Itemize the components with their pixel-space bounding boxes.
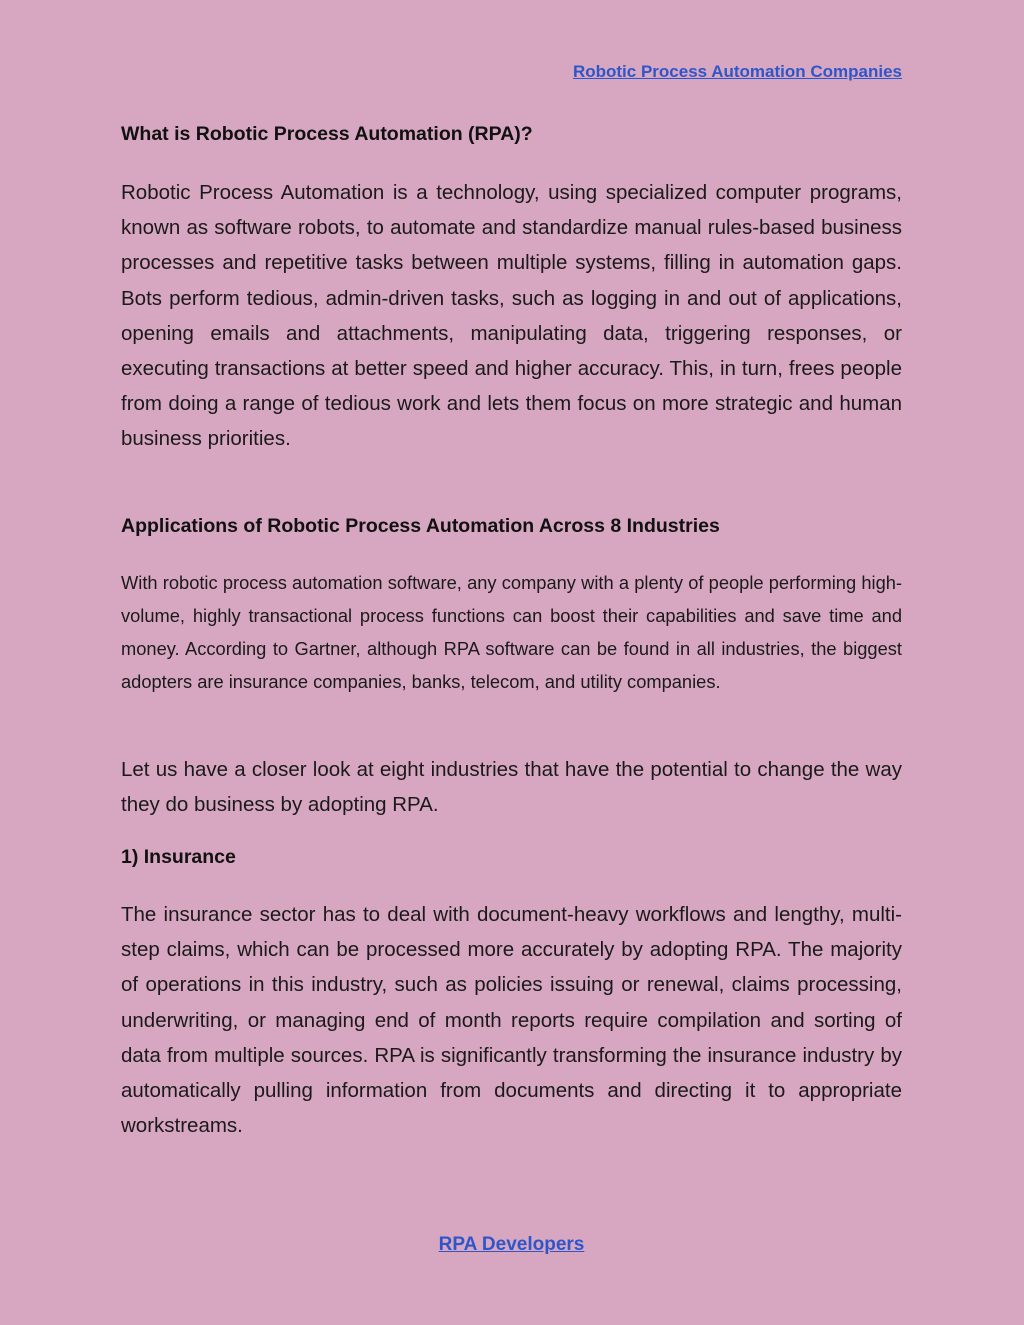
insurance-paragraph: The insurance sector has to deal with document-heavy workflows and lengthy, multi-step claims, which can be processed more accurately by adopting RPA. The majority of operations in this industry, such as policies issuing or renewal, claims processing, underwriting, or managing end of month reports require compilation and sorting of data from multiple sources. RPA is significantly transforming the insurance industry by automatically pulling information from documents and directing it to appropriate workstreams.	[121, 903, 902, 1138]
rpa-companies-link[interactable]: Robotic Process Automation Companies	[572, 62, 902, 81]
rpa-definition-heading: What is Robotic Process Automation (RPA)?	[121, 123, 533, 145]
closer-look-paragraph: Let us have a closer look at eight industries that have the potential to change the way they do business by adopting RPA.	[121, 758, 902, 817]
applications-paragraph: With robotic process automation software, any company with a plenty of people performing high-volume, highly transactional process functions can boost their capabilities and save time and money. According to Gartner, although RPA software can be found in all industries, the biggest adopters are insurance companies, banks, telecom, and utility companies.	[121, 572, 902, 692]
document-page	[121, 0, 902, 1325]
applications-heading: Applications of Robotic Process Automation Across 8 Industries	[121, 515, 720, 537]
rpa-definition-paragraph: Robotic Process Automation is a technology, using specialized computer programs, known as software robots, to automate and standardize manual rules-based business processes and repetitive tasks between multiple systems, filling in automation gaps. Bots perform tedious, admin-driven tasks, such as logging in and out of applications, opening emails and attachments, manipulating data, triggering responses, or executing transactions at better speed and higher accuracy. This, in turn, frees people from doing a range of tedious work and lets them focus on more strategic and human business priorities.	[121, 181, 902, 451]
insurance-heading: 1) Insurance	[121, 846, 236, 868]
footer-link-container	[121, 1234, 902, 1256]
rpa-developers-link[interactable]: RPA Developers	[438, 1234, 585, 1255]
